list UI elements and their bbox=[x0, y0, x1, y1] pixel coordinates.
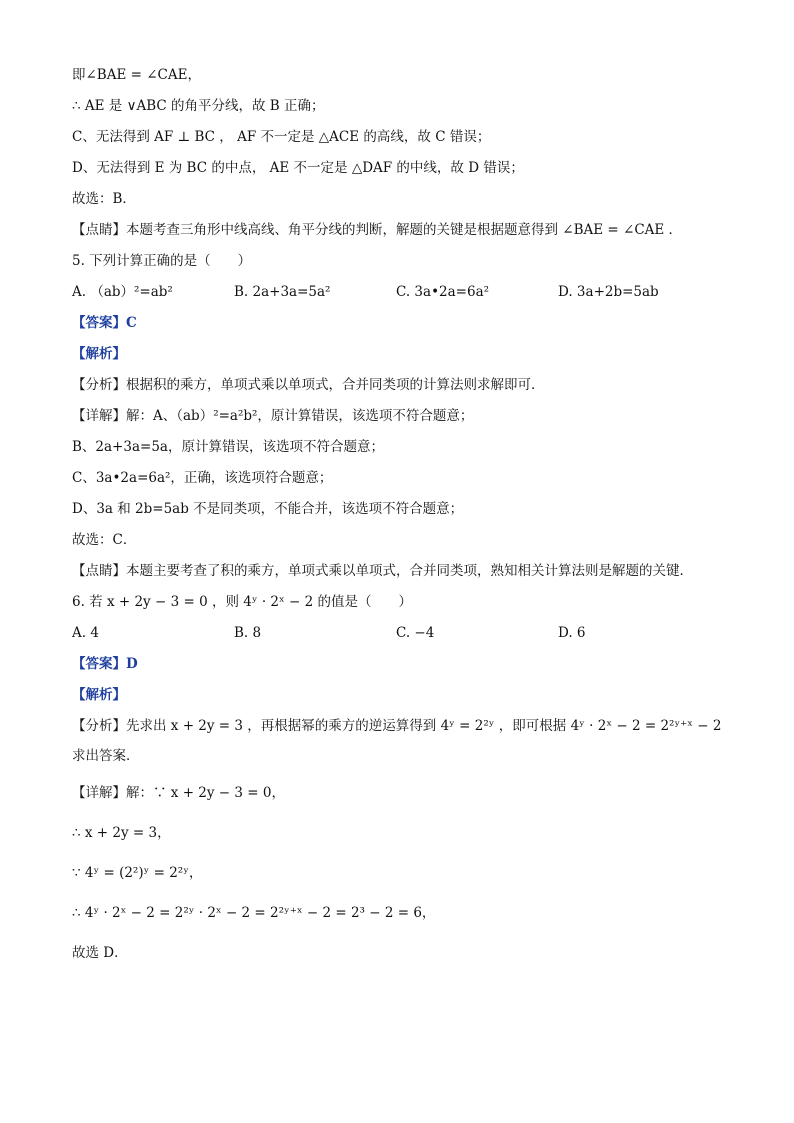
text-line: ∴ x + 2y = 3， bbox=[72, 825, 171, 841]
text-line: 【分析】先求出 x + 2y = 3 ，再根据幂的乘方的逆运算得到 4ʸ = 2²ʸ ，即可根据 4ʸ · 2ˣ − 2 = 2²ʸ⁺ˣ − 2 求出答案． bbox=[72, 718, 722, 764]
option-b: B. 2a+3a=5a² bbox=[234, 284, 331, 300]
question-6-stem: 6. 若 x + 2y − 3 = 0 ，则 4ʸ · 2ˣ − 2 的值是（ ） bbox=[72, 594, 412, 610]
question-5-stem: 5. 下列计算正确的是（ ） bbox=[72, 253, 252, 269]
question-5-options bbox=[72, 277, 732, 308]
text-line: 即∠BAE = ∠CAE， bbox=[72, 67, 201, 83]
analysis-label: 【解析】 bbox=[72, 687, 126, 703]
document-page bbox=[72, 60, 732, 973]
option-b: B. 8 bbox=[234, 625, 262, 641]
option-d: D. 3a+2b=5ab bbox=[558, 284, 659, 300]
answer-label: 【答案】C bbox=[72, 315, 137, 331]
option-c: C. −4 bbox=[396, 625, 435, 641]
question-6-options bbox=[72, 618, 732, 649]
comment-line: 【点睛】本题主要考查了积的乘方，单项式乘以单项式，合并同类项，熟知相关计算法则是解题的关键． bbox=[72, 563, 693, 579]
option-c: C. 3a•2a=6a² bbox=[396, 284, 490, 300]
text-line: ∴ AE 是 ∨ABC 的角平分线，故 B 正确； bbox=[72, 98, 325, 114]
text-line: 【详解】解：∵ x + 2y − 3 = 0， bbox=[72, 785, 285, 801]
option-a: A. 4 bbox=[72, 625, 99, 641]
answer-label: 【答案】D bbox=[72, 656, 138, 672]
text-line: 故选 D． bbox=[72, 945, 128, 961]
text-line: ∵ 4ʸ = (2²)ʸ = 2²ʸ， bbox=[72, 865, 203, 881]
comment-line: 【点睛】本题考查三角形中线高线、角平分线的判断，解题的关键是根据题意得到 ∠BAE = ∠CAE ． bbox=[72, 222, 683, 238]
option-d: D. 6 bbox=[558, 625, 586, 641]
text-line: B、2a+3a=5a，原计算错误，该选项不符合题意； bbox=[72, 439, 384, 455]
option-a: A. （ab）²=ab² bbox=[72, 284, 173, 300]
text-line: 故选：C． bbox=[72, 532, 137, 548]
text-line: 【详解】解：A、（ab）²=a²b²，原计算错误，该选项不符合题意； bbox=[72, 408, 474, 424]
text-line: C、3a•2a=6a²，正确，该选项符合题意； bbox=[72, 470, 333, 486]
text-line: C、无法得到 AF ⊥ BC ， AF 不一定是 △ACE 的高线，故 C 错误； bbox=[72, 129, 491, 145]
analysis-label: 【解析】 bbox=[72, 346, 126, 362]
text-line: ∴ 4ʸ · 2ˣ − 2 = 2²ʸ · 2ˣ − 2 = 2²ʸ⁺ˣ − 2 = 2³ − 2 = 6， bbox=[72, 905, 436, 921]
text-line: 【分析】根据积的乘方，单项式乘以单项式，合并同类项的计算法则求解即可． bbox=[72, 377, 545, 393]
text-line: D、无法得到 E 为 BC 的中点， AE 不一定是 △DAF 的中线，故 D 错误； bbox=[72, 160, 524, 176]
text-line: D、3a 和 2b=5ab 不是同类项，不能合并，该选项不符合题意； bbox=[72, 501, 464, 517]
text-line: 故选：B． bbox=[72, 191, 136, 207]
